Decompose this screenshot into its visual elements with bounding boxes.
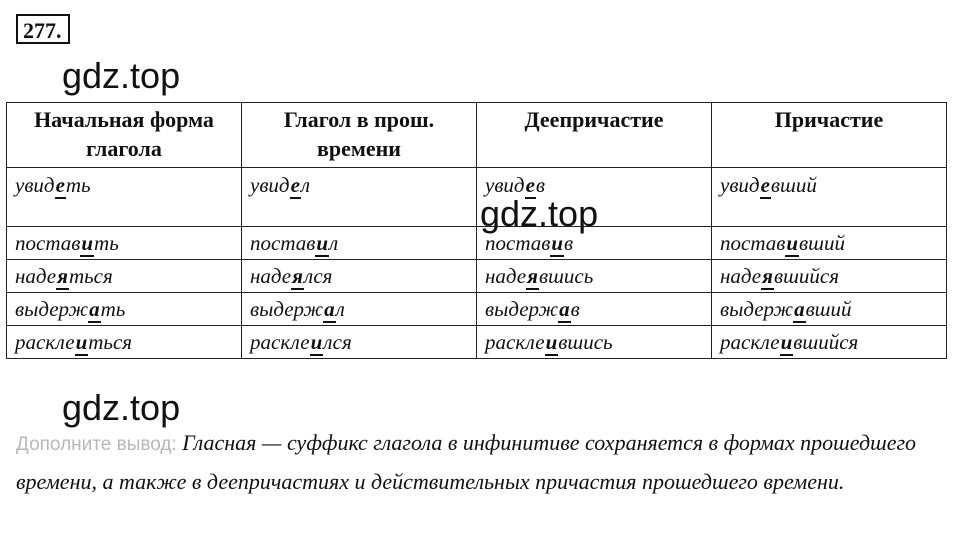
table-cell: расклеился	[242, 326, 477, 359]
suffix-vowel: я	[57, 264, 68, 288]
watermark: gdz.top	[62, 387, 181, 428]
table-cell: расклеившись	[477, 326, 712, 359]
verb-forms-table	[6, 102, 947, 359]
table-row	[7, 260, 947, 293]
suffix-vowel: я	[292, 264, 303, 288]
suffix-vowel: е	[525, 173, 535, 197]
suffix-vowel: а	[794, 297, 805, 321]
suffix-vowel: и	[75, 330, 88, 354]
table-cell: увидеть	[7, 168, 242, 227]
suffix-vowel: е	[55, 173, 65, 197]
table-cell: поставил	[242, 227, 477, 260]
table-cell: надеявшись	[477, 260, 712, 293]
table-cell: надеяться	[7, 260, 242, 293]
table-cell: выдержал	[242, 293, 477, 326]
suffix-vowel: и	[316, 231, 329, 255]
suffix-vowel: е	[290, 173, 300, 197]
suffix-vowel: а	[559, 297, 570, 321]
suffix-vowel: и	[310, 330, 323, 354]
exercise-number: 277.	[16, 14, 70, 44]
suffix-vowel: а	[324, 297, 335, 321]
suffix-vowel: и	[81, 231, 94, 255]
suffix-vowel: я	[527, 264, 538, 288]
table-cell: выдержать	[7, 293, 242, 326]
table-cell: увидев	[477, 168, 712, 227]
suffix-vowel: я	[762, 264, 773, 288]
watermark: gdz.top	[480, 193, 599, 234]
watermark: gdz.top	[62, 55, 181, 96]
table-cell: расклеившийся	[712, 326, 947, 359]
header-infinitive: Начальная форма глагола	[7, 103, 242, 168]
table-cell: надеялся	[242, 260, 477, 293]
table-cell: поставив	[477, 227, 712, 260]
table-row	[7, 326, 947, 359]
suffix-vowel: и	[786, 231, 799, 255]
header-participle: Причастие	[712, 103, 947, 168]
table-cell: увидевший	[712, 168, 947, 227]
suffix-vowel: и	[545, 330, 558, 354]
table-row	[7, 293, 947, 326]
table-cell: увидел	[242, 168, 477, 227]
table-cell: выдержавший	[712, 293, 947, 326]
conclusion-text: Гласная — суффикс глагола в инфинитиве сохраняется в формах прошедшего времени, а также в деепричастиях и действительных причастия прошедшего времени.	[16, 430, 917, 494]
conclusion-lead: Дополните вывод:	[16, 434, 177, 455]
suffix-vowel: е	[760, 173, 770, 197]
table-header-row	[7, 103, 947, 168]
table-row	[7, 227, 947, 260]
table-cell: поставивший	[712, 227, 947, 260]
suffix-vowel: а	[89, 297, 100, 321]
header-past-tense: Глагол в прош. времени	[242, 103, 477, 168]
table-cell: расклеиться	[7, 326, 242, 359]
suffix-vowel: и	[551, 231, 564, 255]
header-gerund: Деепричастие	[477, 103, 712, 168]
table-cell: надеявшийся	[712, 260, 947, 293]
table-row	[7, 168, 947, 227]
suffix-vowel: и	[780, 330, 793, 354]
table-cell: поставить	[7, 227, 242, 260]
table-cell: выдержав	[477, 293, 712, 326]
conclusion-paragraph	[16, 424, 936, 500]
